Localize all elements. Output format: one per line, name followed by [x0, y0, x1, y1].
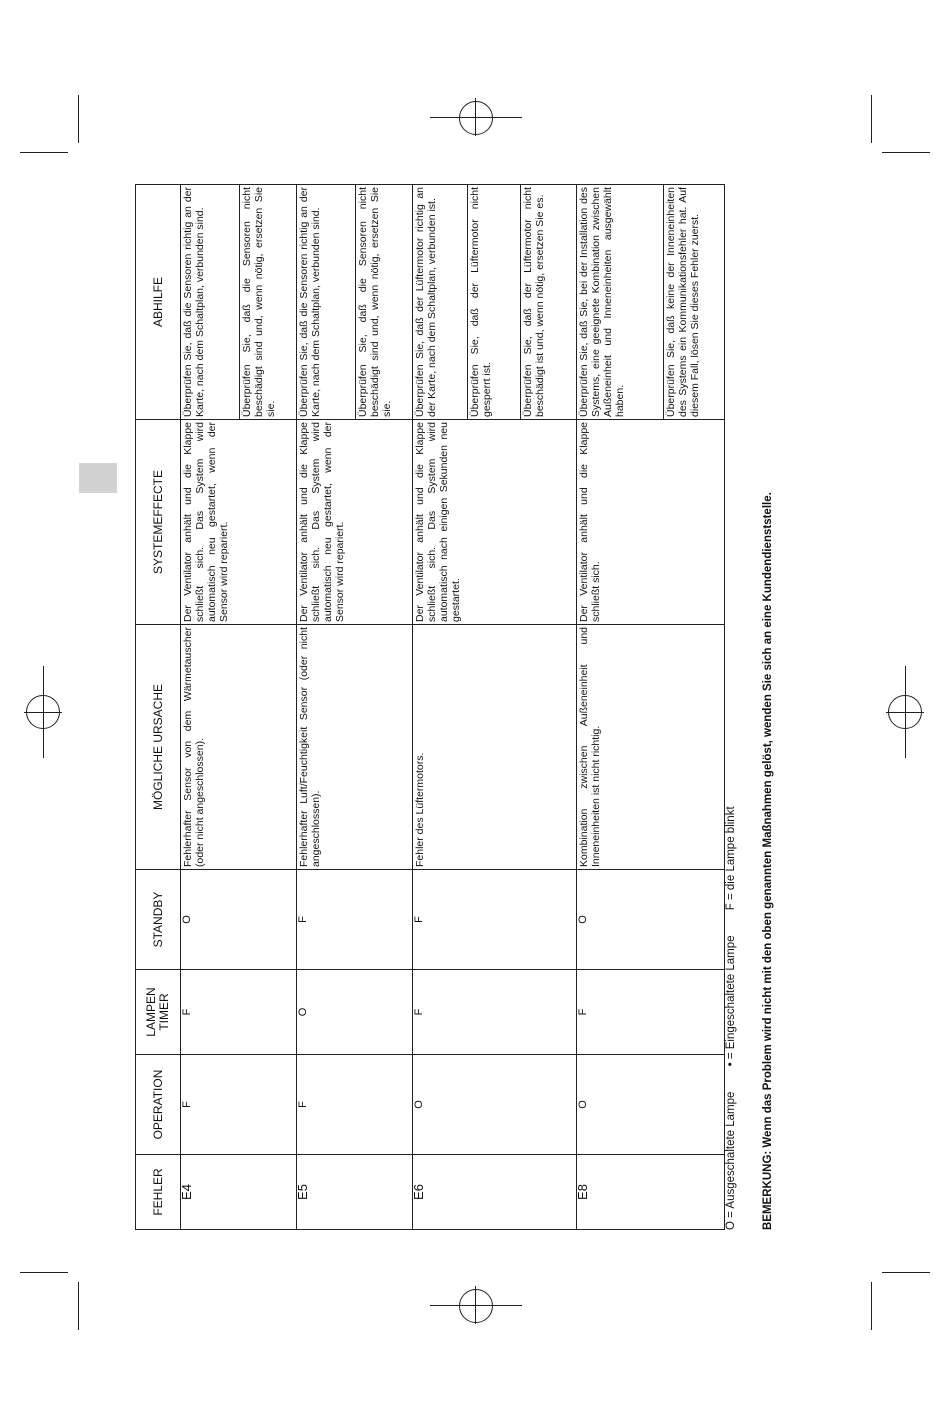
- system-effect: Der Ventilator anhält und die Klappe schließt sich. Das System wird automatisch neu gestartet, wenn der Sensor wird repariert.: [182, 422, 230, 622]
- lamp-standby: O: [181, 870, 297, 970]
- remedy-item: Überprüfen Sie, daß keine der Inneneinheiten des Systems ein Kommunikationsfehler hat. Auf diesem Fall, lösen Sie dieses Fehler zuerst.: [665, 187, 701, 417]
- legend-off: O = Ausgeschaltete Lampe: [725, 1091, 737, 1230]
- lamp-timer: F: [413, 970, 577, 1055]
- remedy-item: Überprüfen Sie, daß der Lüftermotor nicht gesperrt ist.: [467, 185, 520, 419]
- remedy-item: Überprüfen Sie, daß Sie, bei der Installation des Systems, eine geeignete Kombination zwischen Außeneinheit und Inneneinheiten ausgewählt haben.: [578, 187, 626, 417]
- crop-mark: [20, 1272, 68, 1273]
- crop-mark: [871, 95, 872, 143]
- header-lampen-timer: [136, 970, 181, 1055]
- header-timer: TIMER: [157, 993, 171, 1031]
- lamp-timer: F: [577, 970, 725, 1055]
- possible-cause: Fehlerhafter Luft/Feuchtigkeit Sensor (oder nicht angeschlossen).: [298, 627, 322, 867]
- rotated-page-content: [135, 185, 835, 1230]
- error-code: E8: [577, 1155, 725, 1230]
- error-code-table: [135, 184, 725, 1230]
- header-lampen: LAMPEN: [144, 987, 158, 1037]
- section-tab-marker: [79, 463, 117, 493]
- possible-cause: Fehler des Lüftermotors.: [414, 752, 426, 867]
- table-row: [181, 185, 297, 1230]
- table-row: [413, 185, 577, 1230]
- lamp-standby: F: [297, 870, 413, 970]
- table-row: [297, 185, 413, 1230]
- system-effect: Der Ventilator anhält und die Klappe schließt sich. Das System wird automatisch neu gestartet, wenn der Sensor wird repariert.: [298, 422, 346, 622]
- table-row: [577, 185, 725, 1230]
- table-header-row: [136, 185, 181, 1230]
- remedy-item: Überprüfen Sie, daß die Sensoren nicht beschädigt sind und, wenn nötig, ersetzen Sie sie.: [241, 187, 277, 417]
- lamp-standby: F: [413, 870, 577, 970]
- crop-mark: [882, 152, 930, 153]
- lamp-timer: F: [181, 970, 297, 1055]
- lamp-legend: [725, 784, 737, 1230]
- lamp-timer: O: [297, 970, 413, 1055]
- lamp-operation: F: [181, 1055, 297, 1155]
- crop-mark: [78, 95, 79, 143]
- remedy-item: Überprüfen Sie, daß der Lüftermotor nicht beschädigt ist und, wenn nötig, ersetzen Sie es.: [522, 187, 546, 417]
- legend-on: • = Eingeschaltete Lampe: [725, 935, 737, 1067]
- lamp-operation: O: [413, 1055, 577, 1155]
- service-note: BEMERKUNG: Wenn das Problem wird nicht mit den oben genannten Maßnahmen gelöst, wenden Sie sich an eine Kundendienststelle.: [762, 492, 774, 1230]
- error-code: E4: [181, 1155, 297, 1230]
- header-effekte: SYSTEMEFFECTE: [136, 420, 181, 625]
- error-code: E5: [297, 1155, 413, 1230]
- remedy-item: Überprüfen Sie, daß die Sensoren richtig an der Karte, nach dem Schaltplan, verbunden sind.: [298, 187, 322, 417]
- lamp-operation: F: [297, 1055, 413, 1155]
- remedy-item: Überprüfen Sie, daß die Sensoren nicht beschädigt sind und, wenn nötig, ersetzen Sie sie.: [357, 187, 393, 417]
- system-effect: Der Ventilator anhält und die Klappe schließt sich.: [578, 422, 602, 622]
- possible-cause: Fehlerhafter Sensor von dem Wärmetauscher (oder nicht angeschlossen).: [182, 627, 206, 867]
- header-abhilfe: ABHILFE: [136, 185, 181, 420]
- header-fehler: FEHLER: [136, 1155, 181, 1230]
- error-code: E6: [413, 1155, 577, 1230]
- crop-mark: [882, 1272, 930, 1273]
- remedy-item: Überprüfen Sie, daß der Lüftermotor richtig an der Karte, nach dem Schaltplan, verbunden ist.: [414, 187, 438, 417]
- system-effect: Der Ventilator anhält und die Klappe schließt sich. Das System wird automatisch nach einigen Sekunden neu gestartet.: [414, 422, 462, 622]
- remedy-item: Überprüfen Sie, daß die Sensoren richtig an der Karte, nach dem Schaltplan, verbunden sind.: [182, 187, 206, 417]
- crop-mark: [78, 1282, 79, 1330]
- header-ursache: MÖGLICHE URSACHE: [136, 625, 181, 870]
- legend-blink: F = die Lampe blinkt: [725, 806, 737, 911]
- crop-mark: [20, 152, 68, 153]
- crop-mark: [871, 1282, 872, 1330]
- lamp-operation: O: [577, 1055, 725, 1155]
- header-operation: OPERATION: [136, 1055, 181, 1155]
- possible-cause: Kombination zwischen Außeneinheit und Inneneinheiten ist nicht richtig.: [578, 627, 602, 867]
- lamp-standby: O: [577, 870, 725, 970]
- header-standby: STANDBY: [136, 870, 181, 970]
